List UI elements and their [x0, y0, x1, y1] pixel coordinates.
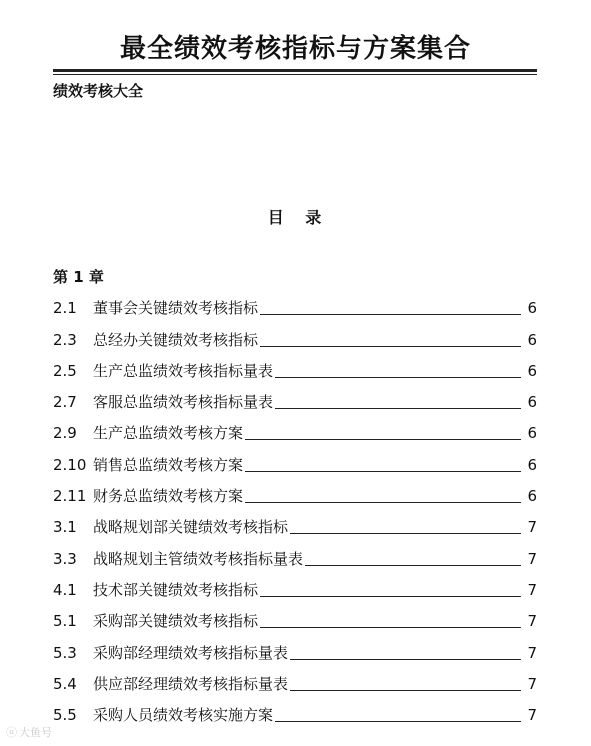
toc-entry-leader-line: [260, 595, 521, 597]
toc-entry-leader-line: [275, 720, 521, 722]
toc-entry-number: 5.4: [53, 674, 77, 693]
toc-entry-page-number: 6: [527, 330, 537, 349]
toc-entry-number: 2.7: [53, 393, 77, 412]
chapter-heading: 第 1 章: [53, 268, 104, 286]
toc-heading: 目 录: [267, 208, 324, 227]
toc-entry-leader-line: [245, 438, 521, 440]
toc-entry-number: 5.3: [53, 643, 77, 662]
toc-entry-title: 采购部关键绩效考核指标: [93, 612, 259, 631]
toc-entry-leader-line: [275, 376, 521, 378]
toc-entry[interactable]: [53, 606, 537, 637]
toc-entry-page-number: 7: [527, 706, 537, 725]
toc-entry-number: 2.10: [53, 455, 87, 474]
toc-entry-page-number: 6: [527, 487, 537, 506]
brand-logo-icon: ⓤ: [6, 726, 17, 739]
toc-entry-number: 2.9: [53, 424, 77, 443]
toc-list: [53, 293, 537, 731]
toc-entry-page-number: 7: [527, 549, 537, 568]
toc-entry-number: 2.5: [53, 361, 77, 380]
toc-entry[interactable]: [53, 481, 537, 512]
toc-entry-page-number: 7: [527, 674, 537, 693]
toc-entry-page-number: 6: [527, 393, 537, 412]
toc-entry-title: 生产总监绩效考核指标量表: [93, 361, 274, 380]
toc-entry-title: 战略规划部关键绩效考核指标: [93, 518, 289, 537]
toc-entry-title: 生产总监绩效考核方案: [93, 424, 244, 443]
toc-entry-leader-line: [260, 313, 521, 315]
toc-entry-title: 战略规划主管绩效考核指标量表: [93, 549, 304, 568]
toc-entry[interactable]: [53, 700, 537, 731]
document-subtitle: 绩效考核大全: [53, 82, 144, 100]
toc-entry[interactable]: [53, 418, 537, 449]
toc-entry-page-number: 7: [527, 580, 537, 599]
toc-entry-title: 技术部关键绩效考核指标: [93, 580, 259, 599]
toc-entry[interactable]: [53, 637, 537, 668]
toc-entry-number: 5.5: [53, 706, 77, 725]
toc-entry[interactable]: [53, 449, 537, 480]
toc-entry-page-number: 7: [527, 518, 537, 537]
toc-entry-leader-line: [290, 689, 521, 691]
toc-entry-leader-line: [245, 470, 521, 472]
toc-entry-title: 采购人员绩效考核实施方案: [93, 706, 274, 725]
document-title: 最全绩效考核指标与方案集合: [119, 34, 471, 64]
title-rule-thick: [53, 69, 537, 72]
title-rule-thin: [53, 74, 537, 75]
toc-entry-number: 2.11: [53, 487, 87, 506]
toc-entry-title: 董事会关键绩效考核指标: [93, 299, 259, 318]
toc-entry[interactable]: [53, 669, 537, 700]
toc-entry-leader-line: [245, 501, 521, 503]
watermark-text: 大鱼号: [19, 726, 52, 739]
toc-entry-number: 2.3: [53, 330, 77, 349]
toc-entry[interactable]: [53, 543, 537, 574]
toc-entry-number: 3.1: [53, 518, 77, 537]
toc-entry-title: 采购部经理绩效考核指标量表: [93, 643, 289, 662]
toc-entry-leader-line: [290, 532, 521, 534]
toc-entry[interactable]: [53, 356, 537, 387]
toc-entry-leader-line: [305, 564, 521, 566]
toc-entry[interactable]: [53, 324, 537, 355]
toc-entry-leader-line: [260, 626, 521, 628]
toc-entry-title: 客服总监绩效考核指标量表: [93, 393, 274, 412]
toc-entry-title: 财务总监绩效考核方案: [93, 487, 244, 506]
watermark: [6, 724, 52, 740]
toc-entry-leader-line: [260, 345, 521, 347]
toc-entry-page-number: 6: [527, 424, 537, 443]
toc-entry-page-number: 7: [527, 612, 537, 631]
toc-entry-title: 总经办关键绩效考核指标: [93, 330, 259, 349]
toc-entry-title: 销售总监绩效考核方案: [93, 455, 244, 474]
toc-entry-leader-line: [275, 407, 521, 409]
toc-entry[interactable]: [53, 387, 537, 418]
toc-entry-number: 4.1: [53, 580, 77, 599]
toc-entry-number: 3.3: [53, 549, 77, 568]
toc-entry-number: 2.1: [53, 299, 77, 318]
toc-entry-page-number: 6: [527, 455, 537, 474]
toc-entry[interactable]: [53, 293, 537, 324]
toc-entry[interactable]: [53, 575, 537, 606]
toc-entry-page-number: 7: [527, 643, 537, 662]
toc-entry-number: 5.1: [53, 612, 77, 631]
toc-entry-page-number: 6: [527, 361, 537, 380]
toc-entry-title: 供应部经理绩效考核指标量表: [93, 674, 289, 693]
toc-entry-leader-line: [290, 658, 521, 660]
toc-entry-page-number: 6: [527, 299, 537, 318]
toc-entry[interactable]: [53, 512, 537, 543]
